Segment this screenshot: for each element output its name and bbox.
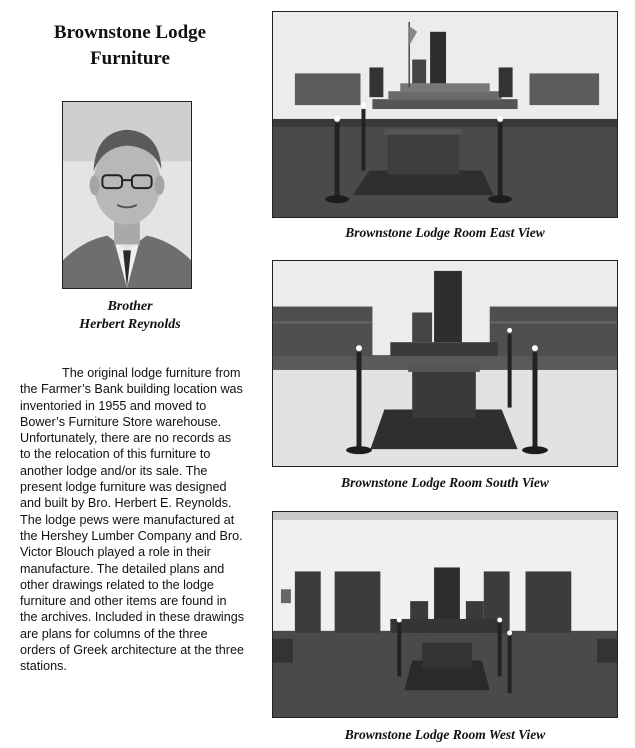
south-view-caption: Brownstone Lodge Room South View bbox=[341, 475, 549, 490]
body-paragraph: The original lodge furniture from the Farmer’s Bank building location was inventoried in 1955 and moved to Bower’s Furniture Store warehouse. Unfortunately, there are no records as to the relocation of this furniture to another lodge and/or its sale. The present lodge furniture was designed and built by Bro. Herbert E. Reynolds. The lodge pews were manufactured at the Hershey Lumber Company and Bro. Victor Blouch played a role in their manufacture. The detailed plans and other drawings related to the lodge furniture and other items are found in the archives. Included in these drawings are plans for columns of the three orders of Greek architecture at the three stations. bbox=[20, 366, 245, 674]
east-view-caption: Brownstone Lodge Room East View bbox=[345, 225, 545, 240]
west-view-photo bbox=[272, 511, 618, 718]
south-view-photo bbox=[272, 260, 618, 467]
portrait-caption bbox=[20, 298, 240, 334]
east-view-photo bbox=[272, 11, 618, 218]
title-line-2: Furniture bbox=[90, 48, 170, 69]
portrait-caption-line-2: Herbert Reynolds bbox=[79, 317, 181, 332]
body-text bbox=[20, 365, 245, 675]
portrait-photo bbox=[62, 101, 192, 289]
west-view-caption: Brownstone Lodge Room West View bbox=[344, 727, 546, 742]
portrait-caption-line-1: Brother bbox=[107, 299, 153, 314]
page-title bbox=[20, 20, 240, 72]
title-line-1: Brownstone Lodge bbox=[53, 22, 207, 43]
